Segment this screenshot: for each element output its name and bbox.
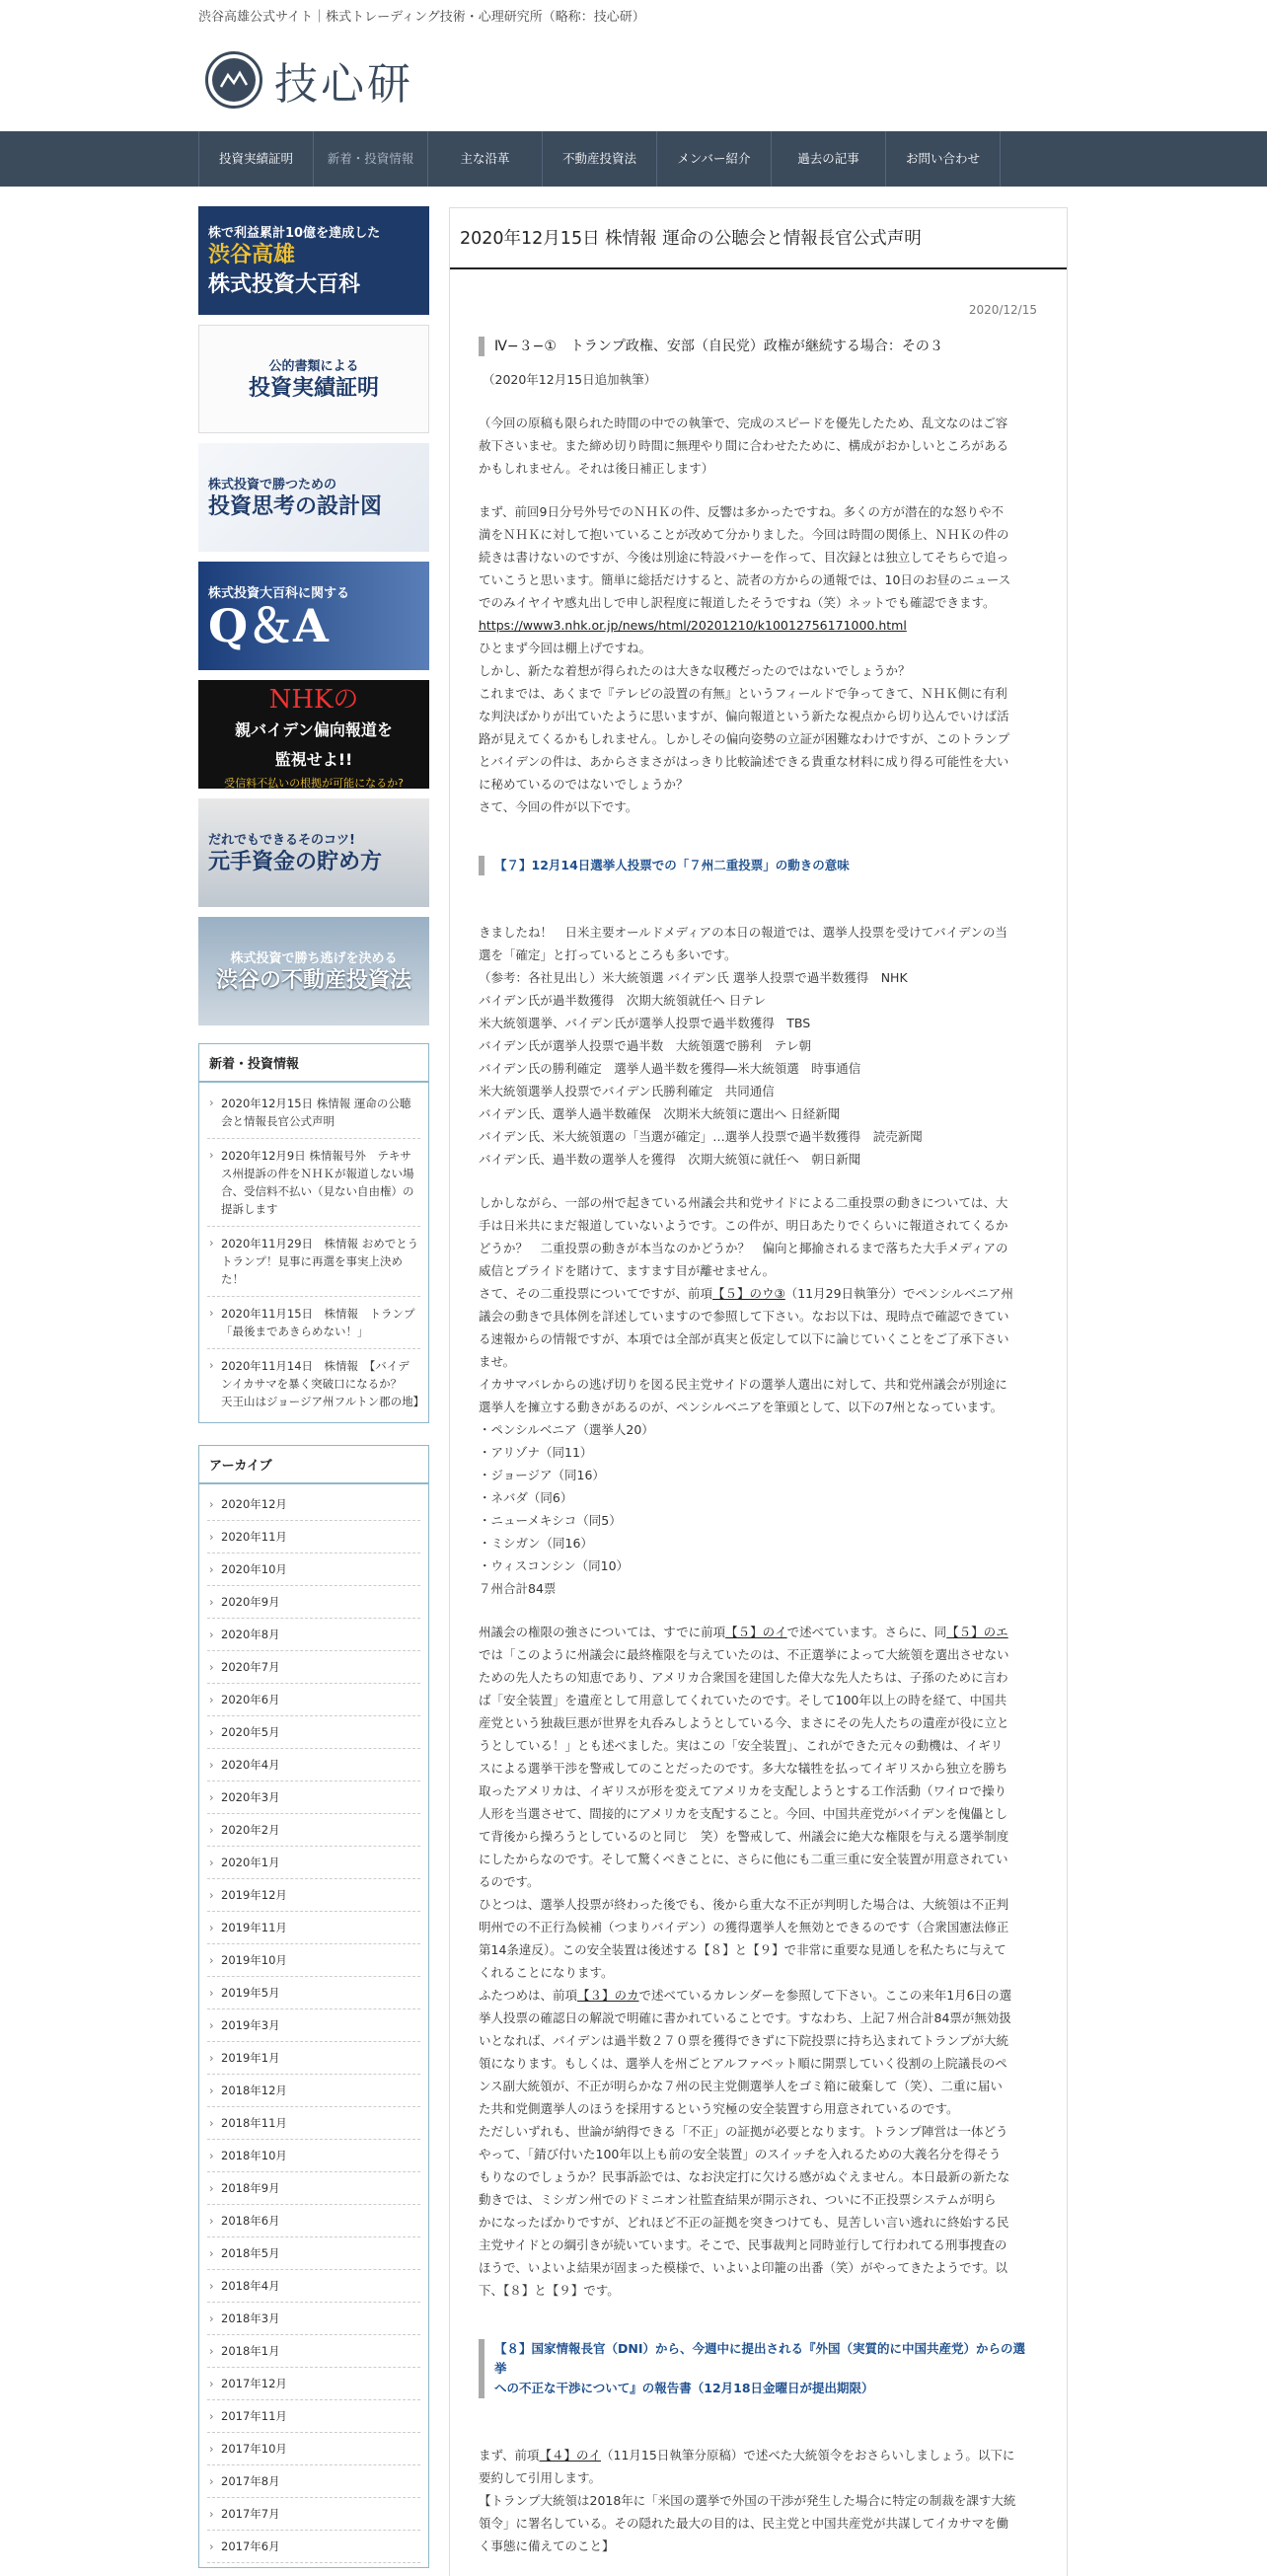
nav-item-news[interactable]: 新着・投資情報 [314, 131, 428, 187]
paragraph-line: 明州での不正行為候補（つまりバイデン）の獲得選挙人を無効とできるのです（合衆国憲法修正 [479, 1920, 1009, 1934]
text: （11月15日執筆分原稿）で述べた大統領令をおさらいしましょう。以下に [601, 2448, 1015, 2462]
banner-text: 株式投資大百科 [208, 271, 361, 297]
archive-item[interactable]: › 2019年12月 [207, 1879, 420, 1912]
archive-item[interactable]: › 2018年11月 [207, 2107, 420, 2140]
news-item[interactable]: › 2020年11月14日 株情報 【バイデンイカサマを暴く突破口になるか？ 天王山はジョージア州フルトン郡の地】 [207, 1349, 420, 1418]
nav-item-history[interactable]: 主な沿革 [428, 131, 543, 187]
archive-item[interactable]: › 2017年7月 [207, 2498, 420, 2531]
paragraph-line: バイデン氏、米大統領選の「当選が確定」…選挙人投票で過半数獲得 読売新聞 [479, 1129, 923, 1144]
paragraph-line: るのです。 [479, 1874, 540, 1889]
paragraph-line: 動きでは、ミシガン州でのドミニオン社監査結果が開示され、ついに不正投票システムが明ら [479, 2192, 997, 2207]
logo-mark-icon [205, 51, 262, 109]
paragraph [479, 2466, 1037, 2557]
nhk-news-link[interactable]: https://www3.nhk.or.jp/news/html/20201210/k10012756171000.html [479, 618, 907, 633]
banner-text: 投資思考の設計図 [208, 493, 383, 519]
logo-text: 技心研 [274, 59, 413, 110]
banner-encyclopedia[interactable] [198, 206, 429, 315]
paragraph-line: ませ。 [479, 1354, 516, 1369]
paragraph-line: 人形を当選させて、間接的にアメリカを支配すること。今回、中国共産党がバイデンを傀儡とし [479, 1806, 1008, 1821]
nav-item-results[interactable]: 投資実績証明 [199, 131, 314, 187]
archive-item[interactable]: › 2018年3月 [207, 2303, 420, 2335]
paragraph-line: かもしれません。それは後日補正します） [479, 461, 714, 476]
banner-text: だれでもできるそのコツ! [208, 832, 355, 848]
banner-savings[interactable] [198, 798, 429, 907]
paragraph-line: て背後から操ろうとしているのと同じ 笑）を警戒して、州議会に絶大な権限を与える選挙制度 [479, 1829, 1009, 1844]
paragraph-line: 産党という独裁巨悪が世界を丸呑みしようとしている今、まさにその先人たちの遺産が役に立と [479, 1715, 1009, 1730]
paragraph-line: 下、【８】と【９】です。 [479, 2283, 620, 2298]
banner-text: 株式投資大百科に関する [208, 585, 350, 601]
archive-item[interactable]: › 2020年10月 [207, 1553, 420, 1586]
archive-item[interactable]: › 2020年2月 [207, 1814, 420, 1847]
paragraph-line: しかし、新たな着想が得られたのは大きな収穫だったのではないでしょうか？ [479, 663, 911, 678]
paragraph-line: かになったばかりですが、どれほど不正の証拠を突きつけても、見苦しい言い逃れに終始する民 [479, 2215, 1009, 2230]
paragraph-line [479, 1282, 1037, 1305]
archive-item[interactable]: › 2020年6月 [207, 1684, 420, 1716]
banner-realestate[interactable] [198, 917, 429, 1025]
paragraph-line: ひとまず今回は棚上げですね。 [479, 641, 652, 655]
ref-link[interactable]: 【５】のエ [946, 1625, 1008, 1639]
article-date: 2020/12/15 [968, 303, 1037, 317]
paragraph-line: ただしいずれも、世論が納得できる「不正」の証拠が必要となります。トランプ陣営は一体どう [479, 2124, 1008, 2139]
paragraph-line: 挙人投票の確認日の解説で明確に書かれていることです。すなわち、上記７州合計84票が無効扱 [479, 2010, 1011, 2025]
main-nav [0, 131, 1267, 187]
section-heading [479, 2339, 1037, 2398]
nav-item-past-articles[interactable]: 過去の記事 [772, 131, 886, 187]
paragraph-line: どうか？ 二重投票の動きが本当なのかどうか？ 偏向と揶揄されるまで落ちた大手メディアの [479, 1241, 1008, 1255]
paragraph-line: ための先人たちの知恵であり、アメリカ合衆国を建国した偉大な先人たちは、子孫のために言わ [479, 1670, 1008, 1685]
paragraph-line [479, 1621, 1037, 1643]
paragraph-line: バイデン氏が選挙人投票で過半数 大統領選で勝利 テレ朝 [479, 1038, 812, 1053]
banner-text: 受信料不払いの根拠が可能になるか? [224, 776, 404, 790]
paragraph-line: さて、今回の件が以下です。 [479, 799, 638, 814]
heading-line: への不正な干渉について』の報告書（12月18日金曜日が提出期限） [494, 2381, 874, 2395]
banner-blueprint[interactable] [198, 443, 429, 552]
added-note: （2020年12月15日追加執筆） [483, 372, 657, 387]
archive-item[interactable]: › 2020年1月 [207, 1847, 420, 1879]
paragraph-line: 議会の動きで具体例を詳述していますので参照して下さい。なお以下は、現時点で確認できてい [479, 1309, 1009, 1324]
paragraph-line: 領令」に署名している。その隠れた最大の目的は、民主党と中国共産党が共謀してイカサマを働 [479, 2516, 1009, 2531]
paragraph-line: ・ウィスコンシン（同10） [479, 1558, 630, 1573]
paragraph-line: ・ミシガン（同16） [479, 1536, 593, 1551]
banner-qa[interactable] [198, 562, 429, 670]
archive-item[interactable]: › 2019年11月 [207, 1912, 420, 1944]
ref-link[interactable]: 【３】のカ [577, 1988, 639, 2003]
ref-link[interactable]: 【５】のイ [725, 1625, 787, 1639]
paragraph-line: バイデン氏、過半数の選挙人を獲得 次期大統領に就任へ 朝日新聞 [479, 1152, 861, 1167]
paragraph-line: ・ジョージア（同16） [479, 1468, 605, 1482]
paragraph-line: ンス副大統領が、不正が明らかな７州の民主党側選挙人をゴミ箱に破棄して（笑）、二重に届い [479, 2079, 1003, 2093]
paragraph-line: 路が見えてくるかもしれません。しかしその偏向姿勢の立証が困難なわけですが、このトランプ [479, 731, 1010, 746]
paragraph-line: ・アリゾナ（同11） [479, 1445, 593, 1460]
archive-item[interactable]: › 2017年12月 [207, 2368, 420, 2400]
banner-text: 親バイデン偏向報道を [235, 720, 393, 739]
paragraph-line: ・ペンシルベニア（選挙人20） [479, 1422, 654, 1437]
archive-item[interactable]: › 2020年9月 [207, 1586, 420, 1619]
paragraph-line: やって、「錆び付いた100年以上も前の安全装置」のスイッチを入れるための大義名分を得そう [479, 2147, 1002, 2161]
paragraph-line: きましたね！ 日米主要オールドメディアの本日の報道では、選挙人投票を受けてバイデンの当 [479, 925, 1007, 940]
paragraph-line: 威信とプライドを賭けて、ますます目が離せません。 [479, 1263, 776, 1278]
paragraph-line: ば「安全装置」を遺産として用意してくれていたのです。そして100年以上の時を経て、中国共 [479, 1693, 1007, 1707]
paragraph [479, 500, 1037, 614]
paragraph-line: 取ったアメリカは、イギリスが形を変えてアメリカを支配しようとする工作活動（ワイロで操り [479, 1783, 1007, 1798]
text: で述べているカレンダーを参照して下さい。ここの来年1月6日の選 [638, 1988, 1012, 2003]
archive-item[interactable]: › 2020年3月 [207, 1781, 420, 1814]
paragraph [479, 637, 1037, 818]
ref-link[interactable]: 【４】のイ [539, 2448, 602, 2462]
paragraph-line: バイデン氏が過半数獲得 次期大統領就任へ 日テレ [479, 993, 766, 1008]
banner-text: 監視せよ!! [274, 749, 353, 769]
nav-item-realestate[interactable]: 不動産投資法 [543, 131, 657, 187]
paragraph-line: （今回の原稿も限られた時間の中での執筆で、完成のスピードを優先したため、乱文なのはご容 [479, 416, 1008, 430]
archive-item[interactable]: › 2019年10月 [207, 1944, 420, 1977]
paragraph-line: 米大統領選挙人投票でバイデン氏勝利確定 共同通信 [479, 1084, 775, 1099]
paragraph-line: 【トランプ大統領は2018年に「米国の選挙で外国の干渉が発生した場合に特定の制裁を課す大統 [479, 2493, 1016, 2508]
news-widget-title: 新着・投資情報 [199, 1044, 428, 1083]
heading-line: 【８】国家情報長官（DNI）から、今週中に提出される『外国（実質的に中国共産党）からの選挙 [494, 2341, 1025, 2376]
paragraph [479, 1191, 1037, 1282]
archive-item[interactable]: › 2017年11月 [207, 2400, 420, 2433]
archive-item[interactable]: › 2018年4月 [207, 2270, 420, 2303]
paragraph-line: イカサマバレからの逃げ切りを図る民主党サイドの選挙人選出に対して、共和党州議会が別途に [479, 1377, 1007, 1392]
paragraph-line: うとしている！」とも述べました。実はこの「安全装置」、これができた元々の動機は、イギリ [479, 1738, 1004, 1753]
banner-text: NHKの [268, 684, 359, 715]
banner-results-proof[interactable] [198, 325, 429, 433]
archive-item[interactable]: › 2019年1月 [207, 2042, 420, 2075]
text: （11月29日執筆分）でペンシルベニア州 [784, 1286, 1013, 1301]
section-heading: Ⅳ−３−① トランプ政権、安部（自民党）政権が継続する場合：その３ [479, 337, 1037, 356]
paragraph-line: ・ネバダ（同6） [479, 1490, 573, 1505]
banner-text: 投資実績証明 [248, 375, 379, 401]
paragraph-line: 主党サイドとの綱引きが続いています。そこで、民事裁判と同時並行して行われてる刑事捜査の [479, 2237, 1007, 2252]
banner-nhk[interactable] [198, 680, 429, 789]
paragraph-line: これまでは、あくまで『テレビの設置の有無』というフィールドで争ってきて、ＮＨＫ側に有利 [479, 686, 1007, 701]
paragraph-line: ・ニューメキシコ（同5） [479, 1513, 622, 1528]
paragraph-line: 続きは書けないのですが、今後は別途に特設バナーを作って、目次録とは独立してそちらで追っ [479, 550, 1009, 565]
text: さて、その二重投票についてですが、前項 [479, 1286, 713, 1301]
paragraph-line: とバイデンの件は、あからさまさがはっきり比較論述できる貴重な材料に成り得る可能性を大い [479, 754, 1009, 769]
paragraph-line: 選を「確定」と打っているところも多いです。 [479, 947, 737, 962]
archive-item[interactable]: › 2020年4月 [207, 1749, 420, 1781]
news-item[interactable]: › 2020年11月29日 株情報 おめでとうトランプ！見事に再選を事実上決めた！ [207, 1227, 420, 1297]
archive-item[interactable]: › 2018年6月 [207, 2205, 420, 2237]
banner-text: 株式投資で勝つための [208, 477, 337, 492]
banner-text: 株で利益累計10億を達成した [208, 225, 381, 241]
banner-text: 公的書類による [268, 358, 359, 374]
paragraph-line: 手は日米共にまだ報道していないようです。この件が、明日あたりでくらいに報道されてくるか [479, 1218, 1008, 1233]
archive-item[interactable]: › 2019年3月 [207, 2009, 420, 2042]
archive-widget [198, 1445, 429, 2568]
archive-item[interactable]: › 2018年10月 [207, 2140, 420, 2172]
site-description: 渋谷高雄公式サイト｜株式トレーディング技術・心理研究所（略称：技心研） [198, 10, 645, 25]
paragraph-line: ほうで、いよいよ結果が固まった模様で、いよいよ印籠の出番（笑）がやってきたようです。以 [479, 2260, 1008, 2275]
paragraph [479, 921, 1037, 1171]
banner-text: 渋谷の不動産投資法 [215, 967, 411, 993]
banner-text: 株式投資で勝ち逃げを決める [230, 950, 398, 966]
paragraph-line: く事態に備えてのこと】 [479, 2538, 615, 2553]
news-item[interactable]: › 2020年12月15日 株情報 運命の公聴会と情報長官公式声明 [207, 1087, 420, 1139]
paragraph [479, 1305, 1037, 1600]
paragraph-line: いとなれば、バイデンは過半数２７０票を獲得できずに下院投票に持ち込まれてトランプが大統 [479, 2033, 1009, 2048]
paragraph-line: 選挙人を擁立する動きがあるのが、ペンシルベニアを筆頭として、以下の7州となっています。 [479, 1400, 1004, 1414]
archive-item[interactable]: › 2018年1月 [207, 2335, 420, 2368]
paragraph-line: 第14条違反）。この安全装置は後述する【８】と【９】で非常に重要な見通しを私たちに与えて [479, 1942, 1006, 1957]
archive-widget-title: アーカイブ [199, 1446, 428, 1484]
paragraph-line [479, 1984, 1037, 2007]
archive-item[interactable]: › 2020年11月 [207, 1521, 420, 1553]
archive-item[interactable]: › 2018年12月 [207, 2075, 420, 2107]
site-logo[interactable] [205, 49, 413, 111]
nav-item-members[interactable]: メンバー紹介 [657, 131, 772, 187]
paragraph-line: に秘めているのではないでしょうか？ [479, 777, 689, 792]
archive-item[interactable]: › 2020年5月 [207, 1716, 420, 1749]
banner-text: 元手資金の貯め方 [208, 849, 383, 874]
paragraph [479, 2007, 1037, 2302]
paragraph-line: 要約して引用します。 [479, 2470, 602, 2485]
archive-item[interactable]: › 2018年5月 [207, 2237, 420, 2270]
article [449, 207, 1068, 2576]
archive-item[interactable]: › 2017年6月 [207, 2531, 420, 2563]
text: まず、前項 [479, 2448, 540, 2462]
paragraph-line: バイデン氏、選挙人過半数確保 次期米大統領に選出へ 日経新聞 [479, 1106, 841, 1121]
paragraph-line: くれることになります。 [479, 1965, 614, 1980]
news-item[interactable]: › 2020年12月9日 株情報号外 テキサス州提訴の件をＮＨＫが報道しない場合、受信料不払い（見ない自由権）の提訴します [207, 1139, 420, 1227]
paragraph-line: ひとつは、選挙人投票が終わった後でも、後から重大な不正が判明した場合は、大統領は不正判 [479, 1897, 1009, 1912]
paragraph-line: 領になります。もしくは、選挙人を州ごとアルファベット順に開票していく役割の上院議長のペ [479, 2056, 1007, 2071]
archive-item[interactable]: › 2020年8月 [207, 1619, 420, 1651]
paragraph-line: スによる選挙干渉を警戒してのことだったのです。多大な犠牲を払ってイギリスから独立を勝ち [479, 1761, 1008, 1776]
sidebar [198, 206, 429, 2568]
paragraph-line: でのみイヤイヤ感丸出しで申し訳程度に報道したそうですね（笑）ネットでも確認できます。 [479, 595, 996, 610]
banner-text: Q＆A [208, 598, 329, 652]
paragraph-line: では「このように州議会に最終権限を与えていたのは、不正選挙によって大統領を選出させない [479, 1647, 1009, 1662]
nav-item-contact[interactable]: お問い合わせ [886, 131, 1001, 187]
paragraph [479, 1643, 1037, 1984]
archive-item[interactable]: › 2017年8月 [207, 2465, 420, 2498]
paragraph-line: バイデン氏の勝利確定 選挙人過半数を獲得―米大統領選 時事通信 [479, 1061, 861, 1076]
paragraph-line: ていこうと思います。簡単に総括だけすると、読者の方からの通報では、10日のお昼のニュース [479, 572, 1011, 587]
article-title: 2020年12月15日 株情報 運命の公聴会と情報長官公式声明 [450, 208, 1067, 269]
intro-paragraph [479, 412, 1037, 480]
archive-item[interactable]: › 2018年9月 [207, 2172, 420, 2205]
section-heading: 【７】12月14日選挙人投票での「７州二重投票」の動きの意味 [479, 856, 1037, 875]
text: で述べています。さらに、同 [786, 1625, 947, 1639]
banner-text: 渋谷高雄 [208, 242, 296, 267]
archive-item[interactable]: › 2020年12月 [207, 1488, 420, 1521]
paragraph-line: 満をＮＨＫに対して抱いていることが改めて分かりました。今回は時間の関係上、ＮＨＫの件の [479, 527, 1009, 542]
paragraph-line [479, 2444, 1037, 2466]
archive-item[interactable]: › 2020年7月 [207, 1651, 420, 1684]
paragraph-line: る速報からの情報ですが、本項では全部が真実と仮定して以下に論じていくことをご了承下さい [479, 1331, 1009, 1346]
paragraph-line: （参考：各社見出し）米大統領選 バイデン氏 選挙人投票で過半数獲得 NHK [479, 970, 908, 985]
paragraph-line: な判決ばかりが出ていたように思いますが、偏向報道という新たな視点から切り込んでいけば活 [479, 709, 1009, 723]
text: ふたつめは、前項 [479, 1988, 578, 2003]
text: 州議会の権限の強さについては、すでに前項 [479, 1625, 726, 1639]
archive-item[interactable]: › 2019年5月 [207, 1977, 420, 2009]
paragraph-line: もりなのでしょうか？民事訴訟では、なお決定打に欠ける感がぬぐえません。本日最新の新たな [479, 2169, 1010, 2184]
paragraph-line: ７州合計84票 [479, 1581, 557, 1596]
paragraph-line: まず、前回9日分号外号でのＮＨＫの件、反響は多かったですね。多くの方が潜在的な怒りや不 [479, 504, 1004, 519]
paragraph-line: 赦下さいませ。また締め切り時間に無理やり間に合わせたために、構成がおかしいところがある [479, 438, 1009, 453]
paragraph-line: しかしながら、一部の州で起きている州議会共和党サイドによる二重投票の動きについては、大 [479, 1195, 1008, 1210]
news-item[interactable]: › 2020年11月15日 株情報 トランプ「最後まであきらめない！」 [207, 1297, 420, 1349]
ref-link[interactable]: 【５】のウ③ [712, 1286, 785, 1301]
archive-item[interactable]: › 2017年10月 [207, 2433, 420, 2465]
paragraph-line: 米大統領選挙、バイデン氏が選挙人投票で過半数獲得 TBS [479, 1016, 811, 1030]
news-widget [198, 1043, 429, 1423]
paragraph-line: にしたからなのです。そして驚くべきことに、さらに他にも二重三重に安全装置が用意されてい [479, 1852, 1008, 1866]
paragraph-line: た共和党側選挙人のほうを採用するという究極の安全装置すら用意されているのです。 [479, 2101, 959, 2116]
